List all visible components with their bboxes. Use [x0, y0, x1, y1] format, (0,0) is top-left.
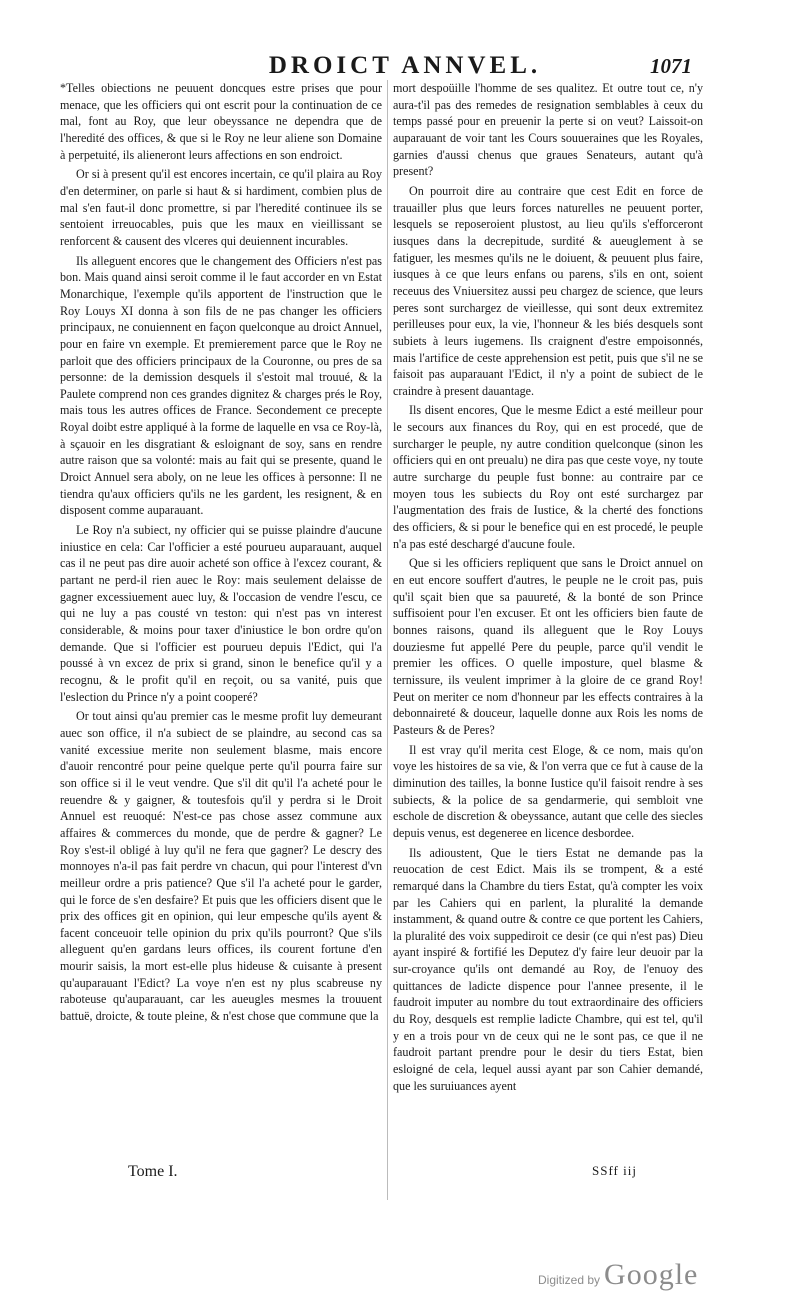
- paragraph: Or tout ainsi qu'au premier cas le mesme profit luy demeurant auec son office, il n'a subiect de se plaindre, au second cas sa vanité excessiue merite non seulement blasme, mais encore d'auoir rencontré pour peine quelque perte qu'il pourra faire sur son office si il le veut vendre. Que s'il dit qu'il l'a acheté pour le reuendre & y gaigner, & toutesfois qu'il y perdra si le Droit Annuel est reuoqué: N'est-ce pas chose assez commune aux affaires & commerces du monde, que de perdre & gagner? Le Roy s'est-il obligé à luy qu'il ne fera que gagner? Le descry des monnoyes n'a-il pas fait perdre vn chacun, qui pour l'interest d'vn meilleur ordre a pris patience? Que s'il l'a acheté pour le garder, qui le force de s'en desfaire? Et puis que les officiers disent que le prix des offices git en opinion, qui leur empesche qu'ils ayent & facent conceuoir telle opinion du prix qu'ils pourront? Que s'ils alleguent qu'en gardans leurs offices, ils courent fortune d'en mourir saisis, la mort est-elle plus hideuse & cuisante à present qu'auparauant l'Edict? La voye n'en est ny plus scabreuse ny raboteuse qu'auparauant, car les aueugles mesmes la trouuent battuë, droicte, & toute pleine, & n'est chose que commune que la: [60, 709, 382, 1024]
- paragraph: *Telles obiections ne peuuent doncques estre prises que pour menace, que les officiers qui ont escrit pour la continuation de ce mal, font au Roy, que leur obeyssance ne dependra que de l'heredité des offices, & que si le Roy ne leur aliene son Domaine à perpetuité, ils alieneront leurs affections en son endroict.: [60, 81, 382, 162]
- paragraph: Or si à present qu'il est encores incertain, ce qu'il plaira au Roy d'en determiner, on parle si haut & si hardiment, combien plus de mal s'en faut-il donc promettre, si par l'heredité continuee ils se sentoient irreuocables, puis que les maux en vieillissant se renforcent & causent des vlceres qui deuiennent incurables.: [60, 167, 382, 248]
- right-column: [393, 80, 703, 1097]
- left-column: [60, 80, 382, 1028]
- running-title: DROICT ANNVEL.: [268, 52, 542, 79]
- column-divider: [387, 80, 388, 1200]
- page-number: 1071: [650, 54, 692, 78]
- paragraph: Ils alleguent encores que le changement des Officiers n'est pas bon. Mais quand ainsi seroit comme il le faut accorder en vn Estat Monarchique, l'exemple qu'ils apportent de l'instruction que le Roy Louys XI donna à son fils de ne pas changer les officiers principaux, ne conuiennent en façon quelconque au droict Annuel, pour en faire vn exemple. Et premierement parce que le Roy ne parloit que des officiers principaux de la Couronne, ou pres de sa personne: de la demission desquels il s'estoit mal trouué, & la Paulete comprend non ces grandes dignitez & charges prés le Roy, mais tous les autres offices de France. Secondement ce precepte Royal doibt estre appliqué à la forme de laquelle en vsa ce Roy-là, à sçauoir en les disgratiant & esloignant de soy, sans en rendre autre raison que sa volonté: mais au fait qui se presente, quand le Droict Annuel sera aboly, on ne leue les offices à personne: Il ne tiendra qu'aux officiers qu'ils ne les gardent, les resignent, & en disposent comme auparauant.: [60, 253, 382, 518]
- paragraph: Ils disent encores, Que le mesme Edict a esté meilleur pour le secours aux finances du Roy, qui en est procedé, que de surcharger le peuple, ny autre condition quelconque (sinon les officiers qui en ont preualu) ne dira pas que ceste voye, ny toute autre surcharge du peuple fust bonne: au contraire par ce moyen tous les subiects du Roy ont esté surchargez par l'augmentation des frais de Iustice, & la cherté des fonctions des officiers, & si pour le benefice qui en est procedé, le peuple n'a pas esté deschargé d'aucune foule.: [393, 403, 703, 551]
- paragraph: mort despoüille l'homme de ses qualitez. Et outre tout ce, n'y aura-t'il pas des remedes de resignation semblables à ceux du temps passé pour en preuenir la perte si on veut? Laissoit-on auparauant de voir tant les Cours souueraines que les Royales, garnies d'aussi chenus que graues Senateurs, autant qu'à present?: [393, 81, 703, 179]
- volume-label: Tome I.: [128, 1163, 178, 1180]
- digitization-watermark: [538, 1258, 698, 1292]
- paragraph: Que si les officiers repliquent que sans le Droict annuel on en eut encore souffert d'autres, le peuple ne le croit pas, puis qu'il sçait bien que sa pauureté, & la bonté de son Prince suffisoient pour l'en excuser. Et ont les officiers bien faute de bonnes raisons, quand ils alleguent que le Roy Louys douziesme fut appellé Pere du peuple, parce qu'il vendit le premier les offices. O quelle imposture, quel blasme & ternissure, ils veulent imprimer à la gloire de ce grand Roy! Peut on meriter ce nom d'honneur par les effects contraires à la debonnaireté & douceur, laquelle donne aux Rois les noms de Pasteurs & de Peres?: [393, 556, 703, 737]
- google-logo: Google: [604, 1258, 699, 1291]
- paragraph: Ils adioustent, Que le tiers Estat ne demande pas la reuocation de cest Edict. Mais ils se trompent, & a esté remarqué dans la Chambre du tiers Estat, qu'à compter les voix par les Cahiers qui en parlent, la pluralité la demande instamment, & quand outre & contre ce que portent les Cahiers, la pluralité des voix suppediroit ce desir (ce qui n'est pas) Dieu ayant inspiré & fortifié les Deputez d'y faire leur deuoir par la sur-croyance qu'ils ont demandé au Roy, de l'enuoy des quittances de ladicte dispence pour l'annee presente, il le faudroit imputer au nombre du tout extraordinaire des officiers du Roy, desquels est remplie ladicte Chambre, qui est tel, qu'il y en a trois pour vn de ceux qui ne le sont pas, ce que il ne faudroit partant prendre pour le desir du tiers Estat, bien esloigné de cela, lequel aussi ayant par son Cahier demandé, que les suruiuances ayent: [393, 845, 703, 1093]
- paragraph: On pourroit dire au contraire que cest Edit en force de trauailler plus que leurs forces naturelles ne peuuent porter, lesquels se reposeroient plustost, au lieu qu'ils s'efforceront iusques dans la decrepitude, surdité & aueuglement à se fatiguer, les mesmes qu'ils ne le doiuent, & peuuent plus faire, iusques à ce que leurs enfans ou parens, s'ils en ont, soient receuus des Vniuersitez aussi peu chargez de science, que leurs peres sont surchargez de vieillesse, qui sont deux extremitez perilleuses pour eux, la vie, l'honneur & les biés desquels sont subiets à leurs iugemens. Ils craignent d'estre empoisonnés, mais l'artifice de ceste apprehension est petit, puis que s'il ne se faisoit pas auparauant l'Edict, il n'y a point de subiect de le craindre à present dauantage.: [393, 183, 703, 398]
- paragraph: Il est vray qu'il merita cest Eloge, & ce nom, mais qu'on voye les histoires de sa vie, & l'on verra que ce fut à cause de la diminution des tailles, la bonne Iustice qu'il faisoit rendre à ses subiects, & la police de sa gendarmerie, qui sembloit vne eschole de discretion & obeyssance, autant que celle des siecles depuis venus, est degeneree en licence desbordee.: [393, 742, 703, 840]
- signature-mark: SSff iij: [592, 1163, 637, 1178]
- watermark-prefix: Digitized by: [538, 1273, 601, 1287]
- paragraph: Le Roy n'a subiect, ny officier qui se puisse plaindre d'aucune iniustice en cela: Car l'officier a esté pourueu auparauant, auquel cas il ne peut pas dire auoir acheté son office à l'excez courant, & partant ne perd-il rien auec le Roy: mais seulement delaisse de gagner excessiuement auec luy, & l'occasion de vendre l'escu, ce qui ne luy a pas cousté vn teston: qui n'est pas vn interest considerable, & moins pour taxer d'iniustice le bon ordre qu'on demande. Que si l'officier est pourueu depuis l'Edict, qui l'a poussé à vn excez de prix si grand, sinon le benefice qu'il y a recognu, & le profit qu'il en reçoit, ou sa vanité, puis que l'eslection du Prince n'y a point cooperé?: [60, 523, 382, 704]
